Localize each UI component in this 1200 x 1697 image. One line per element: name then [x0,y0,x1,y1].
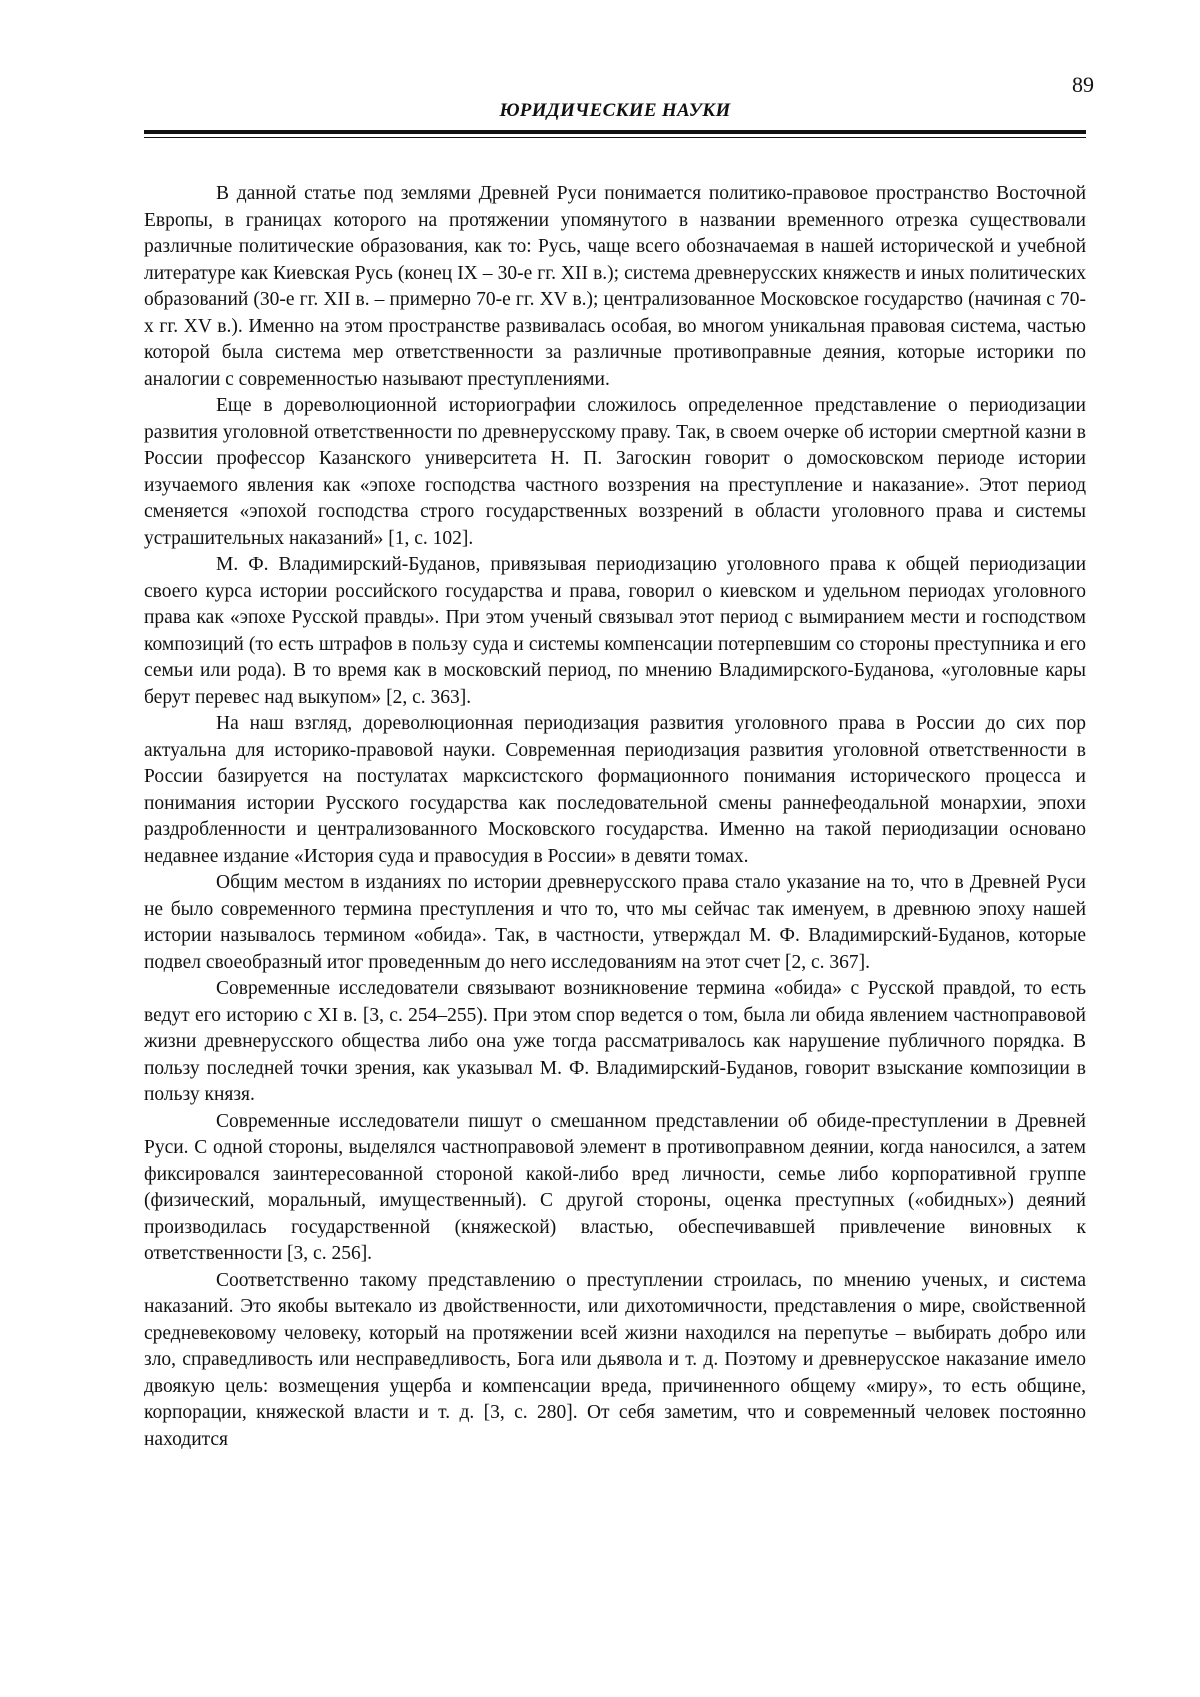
paragraph: Современные исследователи пишут о смешанном представлении об обиде-преступлении в Древней Руси. С одной стороны, выделялся частноправовой элемент в противоправном деянии, когда наносился, а затем фиксировался заинтересованной стороной какой-либо вред личности, семье либо корпоративной группе (физический, моральный, имущественный). С другой стороны, оценка преступных («обидных») деяний производилась государственной (княжеской) властью, обеспечивавшей привлечение виновных к ответственности [3, с. 256]. [144,1110,1086,1264]
paragraph: Современные исследователи связывают возникновение термина «обида» с Русской правдой, то есть ведут его историю с XI в. [3, с. 254–255). При этом спор ведется о том, была ли обида явлением частноправовой жизни древнерусского общества либо она уже тогда рассматривалось как нарушение публичного порядка. В пользу последней точки зрения, как указывал М. Ф. Владимирский-Буданов, говорит взыскание композиции в пользу князя. [144,978,1086,1105]
article-body [144,181,1086,1581]
section-title: ЮРИДИЧЕСКИЕ НАУКИ [499,100,731,121]
paragraph: В данной статье под землями Древней Руси понимается политико-правовое пространство Восточной Европы, в границах которого на протяжении упомянутого в названии временного отрезка существовали различные политические образования, как то: Русь, чаще всего обозначаемая в нашей исторической и учебной литературе как Киевская Русь (конец IX – 30-е гг. XII в.); система древнерусских княжеств и иных политических образований (30-е гг. XII в. – примерно 70-е гг. XV в.); централизованное Московское государство (начиная с 70-х гг. XV в.). Именно на этом пространстве развивалась особая, во многом уникальная правовая система, частью которой была система мер ответственности за различные противоправные деяния, которые историки по аналогии с современностью называют преступлениями. [144,183,1086,390]
paragraph: Соответственно такому представлению о преступлении строилась, по мнению ученых, и система наказаний. Это якобы вытекало из двойственности, или дихотомичности, представления о мире, свойственной средневековому человеку, который на протяжении всей жизни находился на перепутье – выбирать добро или зло, справедливость или несправедливость, Бога или дьявола и т. д. Поэтому и древнерусское наказание имело двоякую цель: возмещения ущерба и компенсации вреда, причиненного общему «миру», то есть общине, корпорации, княжеской власти и т. д. [3, с. 280]. От себя заметим, что и современный человек постоянно находится [144,1269,1086,1450]
paragraph: М. Ф. Владимирский-Буданов, привязывая периодизацию уголовного права к общей периодизации своего курса истории российского государства и права, говорил о киевском и удельном периодах уголовного права как «эпохе Русской правды». При этом ученый связывал этот период с вымиранием мести и господством композиций (то есть штрафов в пользу суда и системы компенсации потерпевшим со стороны преступника и его семьи или рода). В то время как в московский период, по мнению Владимирского-Буданова, «уголовные кары берут перевес над выкупом» [2, с. 363]. [144,554,1086,708]
header-rule-thick [144,130,1086,134]
header-rule-thin [144,137,1086,138]
paragraph: Общим местом в изданиях по истории древнерусского права стало указание на то, что в Древней Руси не было современного термина преступления и что то, что мы сейчас так именуем, в древнюю эпоху нашей истории называлось термином «обида». Так, в частности, утверждал М. Ф. Владимирский-Буданов, которые подвел своеобразный итог проведенным до него исследованиям на этот счет [2, с. 367]. [144,872,1086,973]
paragraph: На наш взгляд, дореволюционная периодизация развития уголовного права в России до сих пор актуальна для историко-правовой науки. Современная периодизация развития уголовной ответственности в России базируется на постулатах марксистского формационного понимания исторического процесса и понимания истории Русского государства как последовательной смены раннефеодальной монархии, эпохи раздробленности и централизованного Московского государства. Именно на такой периодизации основано недавнее издание «История суда и правосудия в России» в девяти томах. [144,713,1086,867]
paragraph: Еще в дореволюционной историографии сложилось определенное представление о периодизации развития уголовной ответственности по древнерусскому праву. Так, в своем очерке об истории смертной казни в России профессор Казанского университета Н. П. Загоскин говорит о домосковском периоде истории изучаемого явления как «эпохе господства частного воззрения на преступление и наказание». Этот период сменяется «эпохой господства строго государственных воззрений в области уголовного права и системы устрашительных наказаний» [1, с. 102]. [144,395,1086,549]
page-number: 89 [1072,72,1094,97]
